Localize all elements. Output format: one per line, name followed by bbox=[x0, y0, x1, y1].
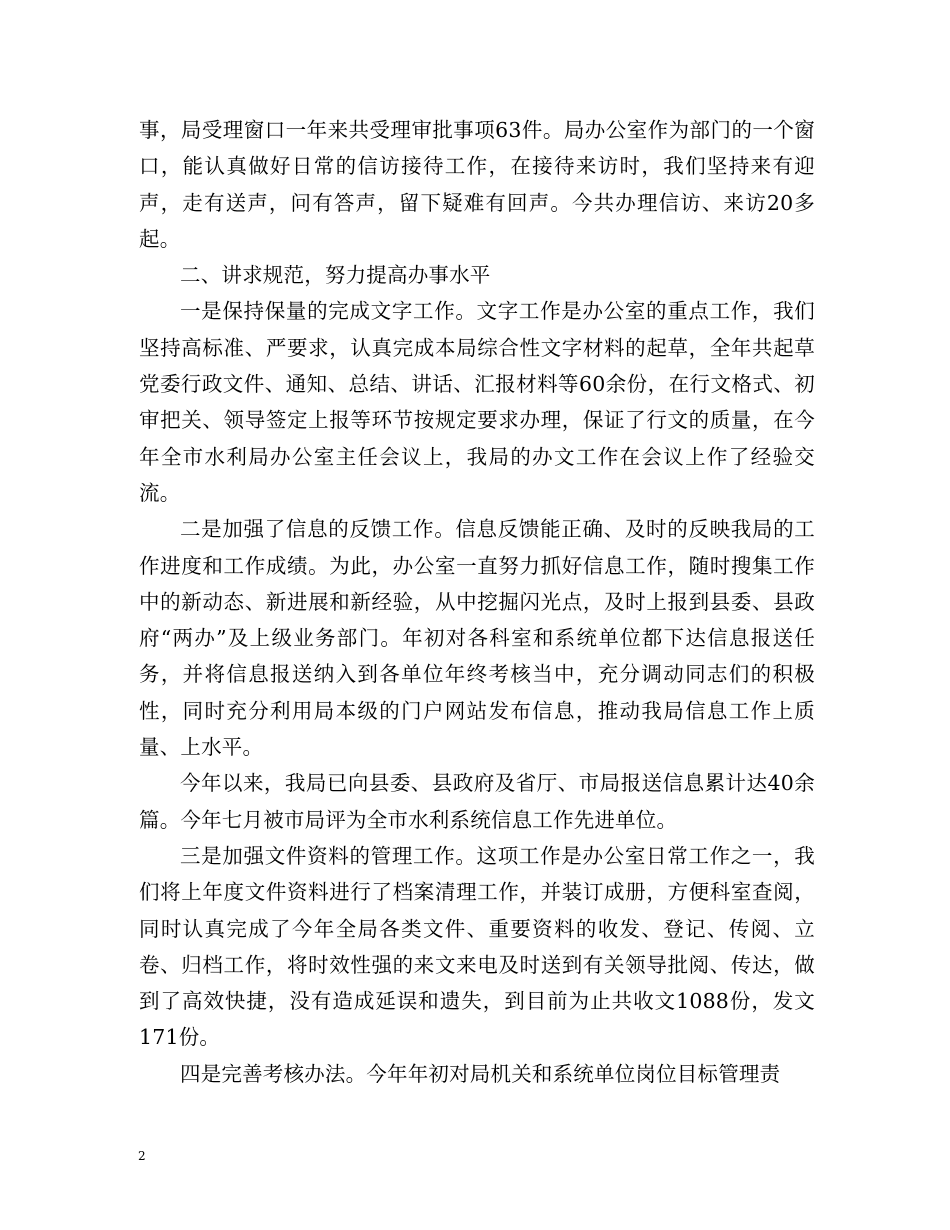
page-number: 2 bbox=[138, 1149, 146, 1163]
document-body bbox=[139, 112, 815, 1092]
paragraph-6: 四是完善考核办法。今年年初对局机关和系统单位岗位目标管理责 bbox=[180, 1061, 781, 1086]
paragraph-1: 事，局受理窗口一年来共受理审批事项63件。局办公室作为部门的一个窗口，能认真做好日常的信访接待工作，在接待来访时，我们坚持来有迎声，走有送声，问有答声，留下疑难有回声。今共办理信访、来访20多起。 bbox=[139, 118, 815, 251]
paragraph-5: 三是加强文件资料的管理工作。这项工作是办公室日常工作之一，我们将上年度文件资料进行了档案清理工作，并装订成册，方便科室查阅，同时认真完成了今年全局各类文件、重要资料的收发、登记、传阅、立卷、归档工作，将时效性强的来文来电及时送到有关领导批阅、传达，做到了高效快捷，没有造成延误和遗失，到目前为止共收文1088份，发文171份。 bbox=[139, 843, 815, 1050]
paragraph-2: 一是保持保量的完成文字工作。文字工作是办公室的重点工作，我们坚持高标准、严要求，认真完成本局综合性文字材料的起草，全年共起草党委行政文件、通知、总结、讲话、汇报材料等60余份，在行文格式、初审把关、领导签定上报等环节按规定要求办理，保证了行文的质量，在今年全市水利局办公室主任会议上，我局的办文工作在会议上作了经验交流。 bbox=[139, 299, 815, 505]
section-heading: 二、讲求规范，努力提高办事水平 bbox=[180, 263, 491, 288]
paragraph-4: 今年以来，我局已向县委、县政府及省厅、市局报送信息累计达40余篇。今年七月被市局评为全市水利系统信息工作先进单位。 bbox=[139, 771, 815, 832]
paragraph-3: 二是加强了信息的反馈工作。信息反馈能正确、及时的反映我局的工作进度和工作成绩。为此，办公室一直努力抓好信息工作，随时搜集工作中的新动态、新进展和新经验，从中挖掘闪光点，及时上报到县委、县政府“两办”及上级业务部门。年初对各科室和系统单位都下达信息报送任务，并将信息报送纳入到各单位年终考核当中，充分调动同志们的积极性，同时充分利用局本级的门户网站发布信息，推动我局信息工作上质量、上水平。 bbox=[139, 517, 815, 760]
